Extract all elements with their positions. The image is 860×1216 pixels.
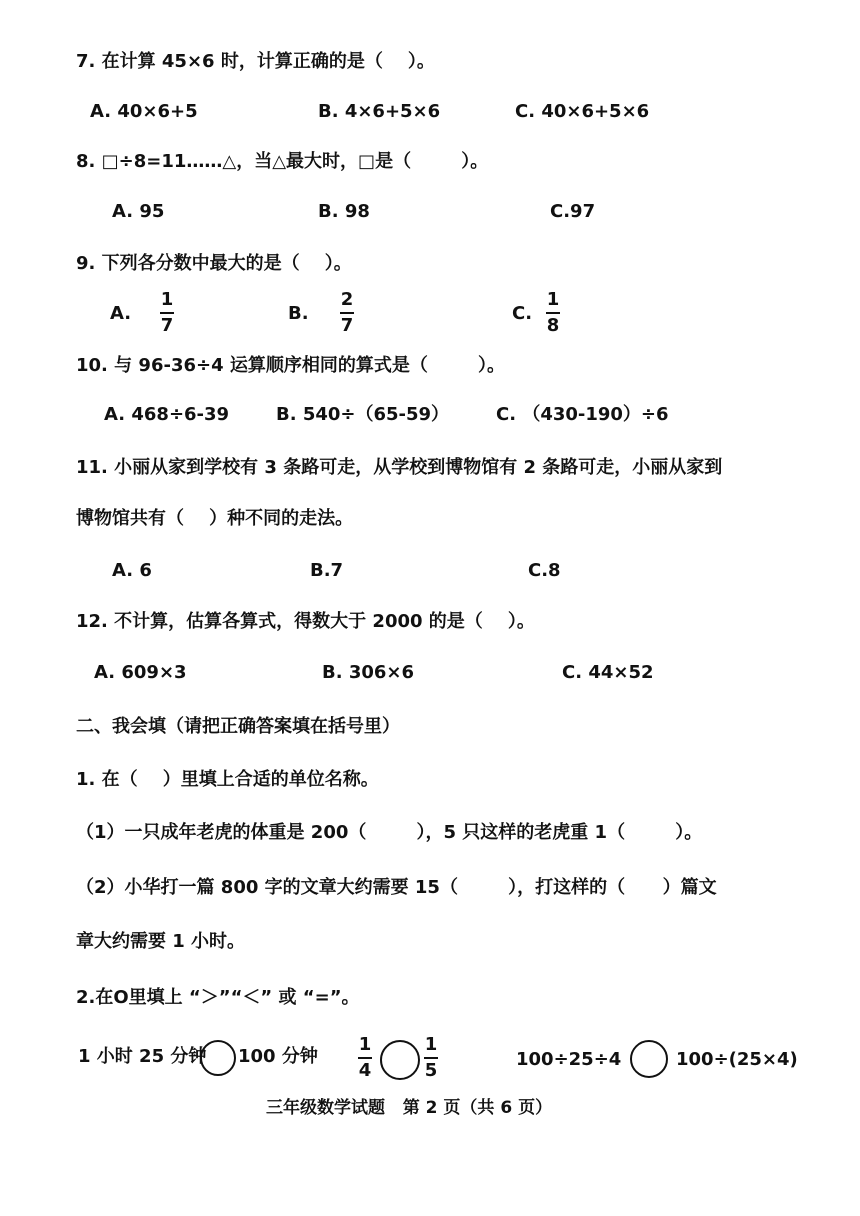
section-2-question-1-part-1: （1）一只成年老虎的体重是 200（ ），5 只这样的老虎重 1（ ）。 [76,822,703,843]
question-10-option-b: B. 540÷（65-59） [276,404,450,425]
fraction-denominator: 7 [340,315,354,336]
comparison-3-right: 100÷(25×4) [676,1049,798,1070]
question-7-stem: 7. 在计算 45×6 时，计算正确的是（ ）。 [76,51,435,72]
question-11-stem-line2: 博物馆共有（ ）种不同的走法。 [76,508,354,529]
question-8-stem: 8. □÷8=11……△，当△最大时，□是（ ）。 [76,151,489,172]
comparison-2-left-fraction [358,1035,372,1081]
question-9-option-c-letter: C. [512,303,533,324]
section-2-question-2-stem: 2.在O里填上 “＞”“＜” 或 “=”。 [76,987,360,1008]
question-9-fraction-c [546,290,560,336]
comparison-2-answer-circle[interactable] [380,1040,420,1080]
question-12-option-c: C. 44×52 [562,662,654,683]
question-10-option-a: A. 468÷6-39 [104,404,230,425]
fraction-bar [340,312,354,314]
section-2-question-1-stem: 1. 在（ ）里填上合适的单位名称。 [76,769,379,790]
question-11-option-c: C.8 [528,560,561,581]
question-12-option-a: A. 609×3 [94,662,187,683]
question-12-option-b: B. 306×6 [322,662,415,683]
question-11-stem-line1: 11. 小丽从家到学校有 3 条路可走，从学校到博物馆有 2 条路可走，小丽从家到 [76,457,723,478]
question-10-stem: 10. 与 96-36÷4 运算顺序相同的算式是（ ）。 [76,355,505,376]
comparison-3-answer-circle[interactable] [630,1040,668,1078]
question-7-option-c: C. 40×6+5×6 [515,101,650,122]
question-9-fraction-b [340,290,354,336]
fraction-numerator: 2 [340,289,354,310]
comparison-1-answer-circle[interactable] [200,1040,236,1076]
question-7-option-b: B. 4×6+5×6 [318,101,441,122]
section-2-heading: 二、我会填（请把正确答案填在括号里） [76,716,400,737]
fraction-numerator: 1 [160,289,174,310]
fraction-denominator: 7 [160,315,174,336]
section-2-question-1-part-2-line2: 章大约需要 1 小时。 [76,931,246,952]
question-8-option-c: C.97 [550,201,596,222]
question-11-option-b: B.7 [310,560,344,581]
fraction-bar [546,312,560,314]
question-9-option-b-letter: B. [288,303,309,324]
fraction-bar [358,1057,372,1059]
section-2-question-1-part-2-line1: （2）小华打一篇 800 字的文章大约需要 15（ ），打这样的（ ）篇文 [76,877,717,898]
question-9-stem: 9. 下列各分数中最大的是（ ）。 [76,253,352,274]
fraction-bar [160,312,174,314]
fraction-numerator: 1 [424,1034,438,1055]
question-9-option-a-letter: A. [110,303,132,324]
fraction-numerator: 1 [546,289,560,310]
question-8-option-b: B. 98 [318,201,370,222]
fraction-denominator: 4 [358,1060,372,1081]
fraction-denominator: 5 [424,1060,438,1081]
page-footer: 三年级数学试题 第 2 页（共 6 页） [266,1098,553,1118]
comparison-2-right-fraction [424,1035,438,1081]
question-9-fraction-a [160,290,174,336]
fraction-bar [424,1057,438,1059]
comparison-1-right: 100 分钟 [238,1046,318,1067]
fraction-numerator: 1 [358,1034,372,1055]
question-8-option-a: A. 95 [112,201,165,222]
question-10-option-c: C. （430-190）÷6 [496,404,669,425]
question-11-option-a: A. 6 [112,560,152,581]
fraction-denominator: 8 [546,315,560,336]
comparison-3-left: 100÷25÷4 [516,1049,622,1070]
question-12-stem: 12. 不计算，估算各算式，得数大于 2000 的是（ ）。 [76,611,535,632]
question-7-option-a: A. 40×6+5 [90,101,198,122]
comparison-1-left: 1 小时 25 分钟 [78,1046,207,1067]
